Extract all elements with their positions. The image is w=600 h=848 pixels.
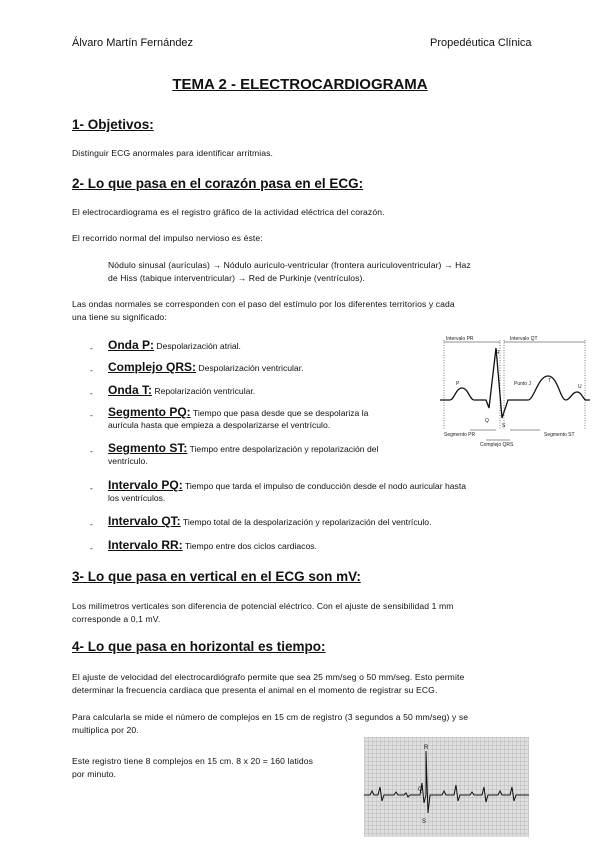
term-description: Tiempo entre despolarización y repolarización del <box>187 444 379 454</box>
list-dash: - <box>90 410 93 420</box>
list-dash: - <box>90 483 93 493</box>
label-t-wave: T <box>548 378 552 384</box>
section-3-paragraph-line-1: Los milímetros verticales son diferencia de potencial eléctrico. Con el ajuste de sensibilidad 1 mm <box>72 601 454 611</box>
section-1-paragraph: Distinguir ECG anormales para identificar arritmias. <box>72 148 274 158</box>
list-dash: - <box>90 388 93 398</box>
term-label: Segmento ST: <box>108 441 188 455</box>
label-j-point: Punto J <box>514 381 531 387</box>
term-description-cont: los ventrículos. <box>108 493 166 503</box>
term-description: Tiempo total de la despolarización y repolarización del ventrículo. <box>180 517 432 527</box>
list-dash: - <box>90 519 93 529</box>
term-description: Tiempo que pasa desde que se despolariza la <box>190 408 369 418</box>
term-description: Despolarización atrial. <box>154 341 241 351</box>
label-interval-pr: Intervalo PR <box>446 336 474 342</box>
term-description: Tiempo que tarda el impulso de conducción desde el nodo auricular hasta <box>182 481 466 491</box>
term-description: Tiempo entre dos ciclos cardiacos. <box>182 541 317 551</box>
section-4-paragraph-2-line-1: Para calcularla se mide el número de complejos en 15 cm de registro (3 segundos a 50 mm/seg) y se <box>72 712 469 722</box>
list-dash: - <box>90 343 93 353</box>
ecg-waveform-diagram <box>440 330 590 450</box>
label-s: S <box>502 423 506 429</box>
section-4-paragraph-2-line-2: multiplica por 20. <box>72 725 139 735</box>
section-2-paragraph-3-line-1: Las ondas normales se corresponden con el paso del estímulo por los diferentes territorios y cada <box>72 299 455 309</box>
term-description: Despolarización ventricular. <box>196 363 304 373</box>
label-segment-pr: Segmento PR <box>444 432 476 438</box>
term-label: Onda P: <box>108 338 155 352</box>
section-4-heading: 4- Lo que pasa en horizontal es tiempo: <box>72 639 326 654</box>
term-description-cont: aurícula hasta que empieza a despolarizarse el ventrículo. <box>108 420 331 430</box>
term-label: Intervalo QT: <box>108 514 181 528</box>
impulse-path-line-1: Nódulo sinusal (aurículas) → Nódulo auriculo-ventricular (frontera auriculoventricular) → Haz <box>108 260 471 270</box>
term-description-cont: ventrículo. <box>108 456 148 466</box>
label-p-wave: P <box>456 381 460 387</box>
label-interval-qt: Intervalo QT <box>510 336 538 342</box>
section-4-paragraph-3-line-2: por minuto. <box>72 769 117 779</box>
strip-label-r: R <box>424 745 429 751</box>
label-segment-st: Segmento ST <box>544 432 575 438</box>
term-label: Onda T: <box>108 383 152 397</box>
term-label: Intervalo RR: <box>108 538 183 552</box>
section-4-paragraph-1-line-1: El ajuste de velocidad del electrocardiógrafo permite que sea 25 mm/seg o 50 mm/seg. Esto permite <box>72 672 465 682</box>
label-u-wave: U <box>578 384 582 390</box>
ecg-strip-image <box>364 737 529 837</box>
section-3-heading: 3- Lo que pasa en vertical en el ECG son mV: <box>72 569 361 584</box>
section-2-paragraph-2: El recorrido normal del impulso nervioso es éste: <box>72 233 263 243</box>
section-1-heading: 1- Objetivos: <box>72 117 154 132</box>
term-label: Segmento PQ: <box>108 405 191 419</box>
header-author: Álvaro Martín Fernández <box>72 37 194 49</box>
impulse-path-line-2: de Hiss (tabique interventricular) → Red de Purkinje (ventrículos). <box>108 273 365 283</box>
section-4-paragraph-3-line-1: Este registro tiene 8 complejos en 15 cm. 8 x 20 = 160 latidos <box>72 756 313 766</box>
list-dash: - <box>90 365 93 375</box>
section-2-paragraph-3-line-2: una tiene su significado: <box>72 312 167 322</box>
label-q: Q <box>485 418 489 424</box>
label-r-peak: R <box>496 350 500 356</box>
header-course: Propedéutica Clínica <box>430 37 532 49</box>
section-2-heading: 2- Lo que pasa en el corazón pasa en el ECG: <box>72 176 364 191</box>
term-label: Complejo QRS: <box>108 360 197 374</box>
strip-label-q: Q <box>418 787 423 793</box>
term-description: Repolarización ventricular. <box>152 386 256 396</box>
page-title: TEMA 2 - ELECTROCARDIOGRAMA <box>172 76 428 93</box>
list-dash: - <box>90 543 93 553</box>
section-3-paragraph-line-2: corresponde a 0,1 mV. <box>72 614 161 624</box>
term-label: Intervalo PQ: <box>108 478 183 492</box>
strip-label-s: S <box>422 819 427 825</box>
label-qrs-complex: Complejo QRS <box>480 442 514 448</box>
section-4-paragraph-1-line-2: determinar la frecuencia cardiaca que presenta el animal en el momento de registrar su ECG. <box>72 685 438 695</box>
section-2-paragraph-1: El electrocardiograma es el registro gráfico de la actividad eléctrica del corazón. <box>72 207 385 217</box>
list-dash: - <box>90 446 93 456</box>
